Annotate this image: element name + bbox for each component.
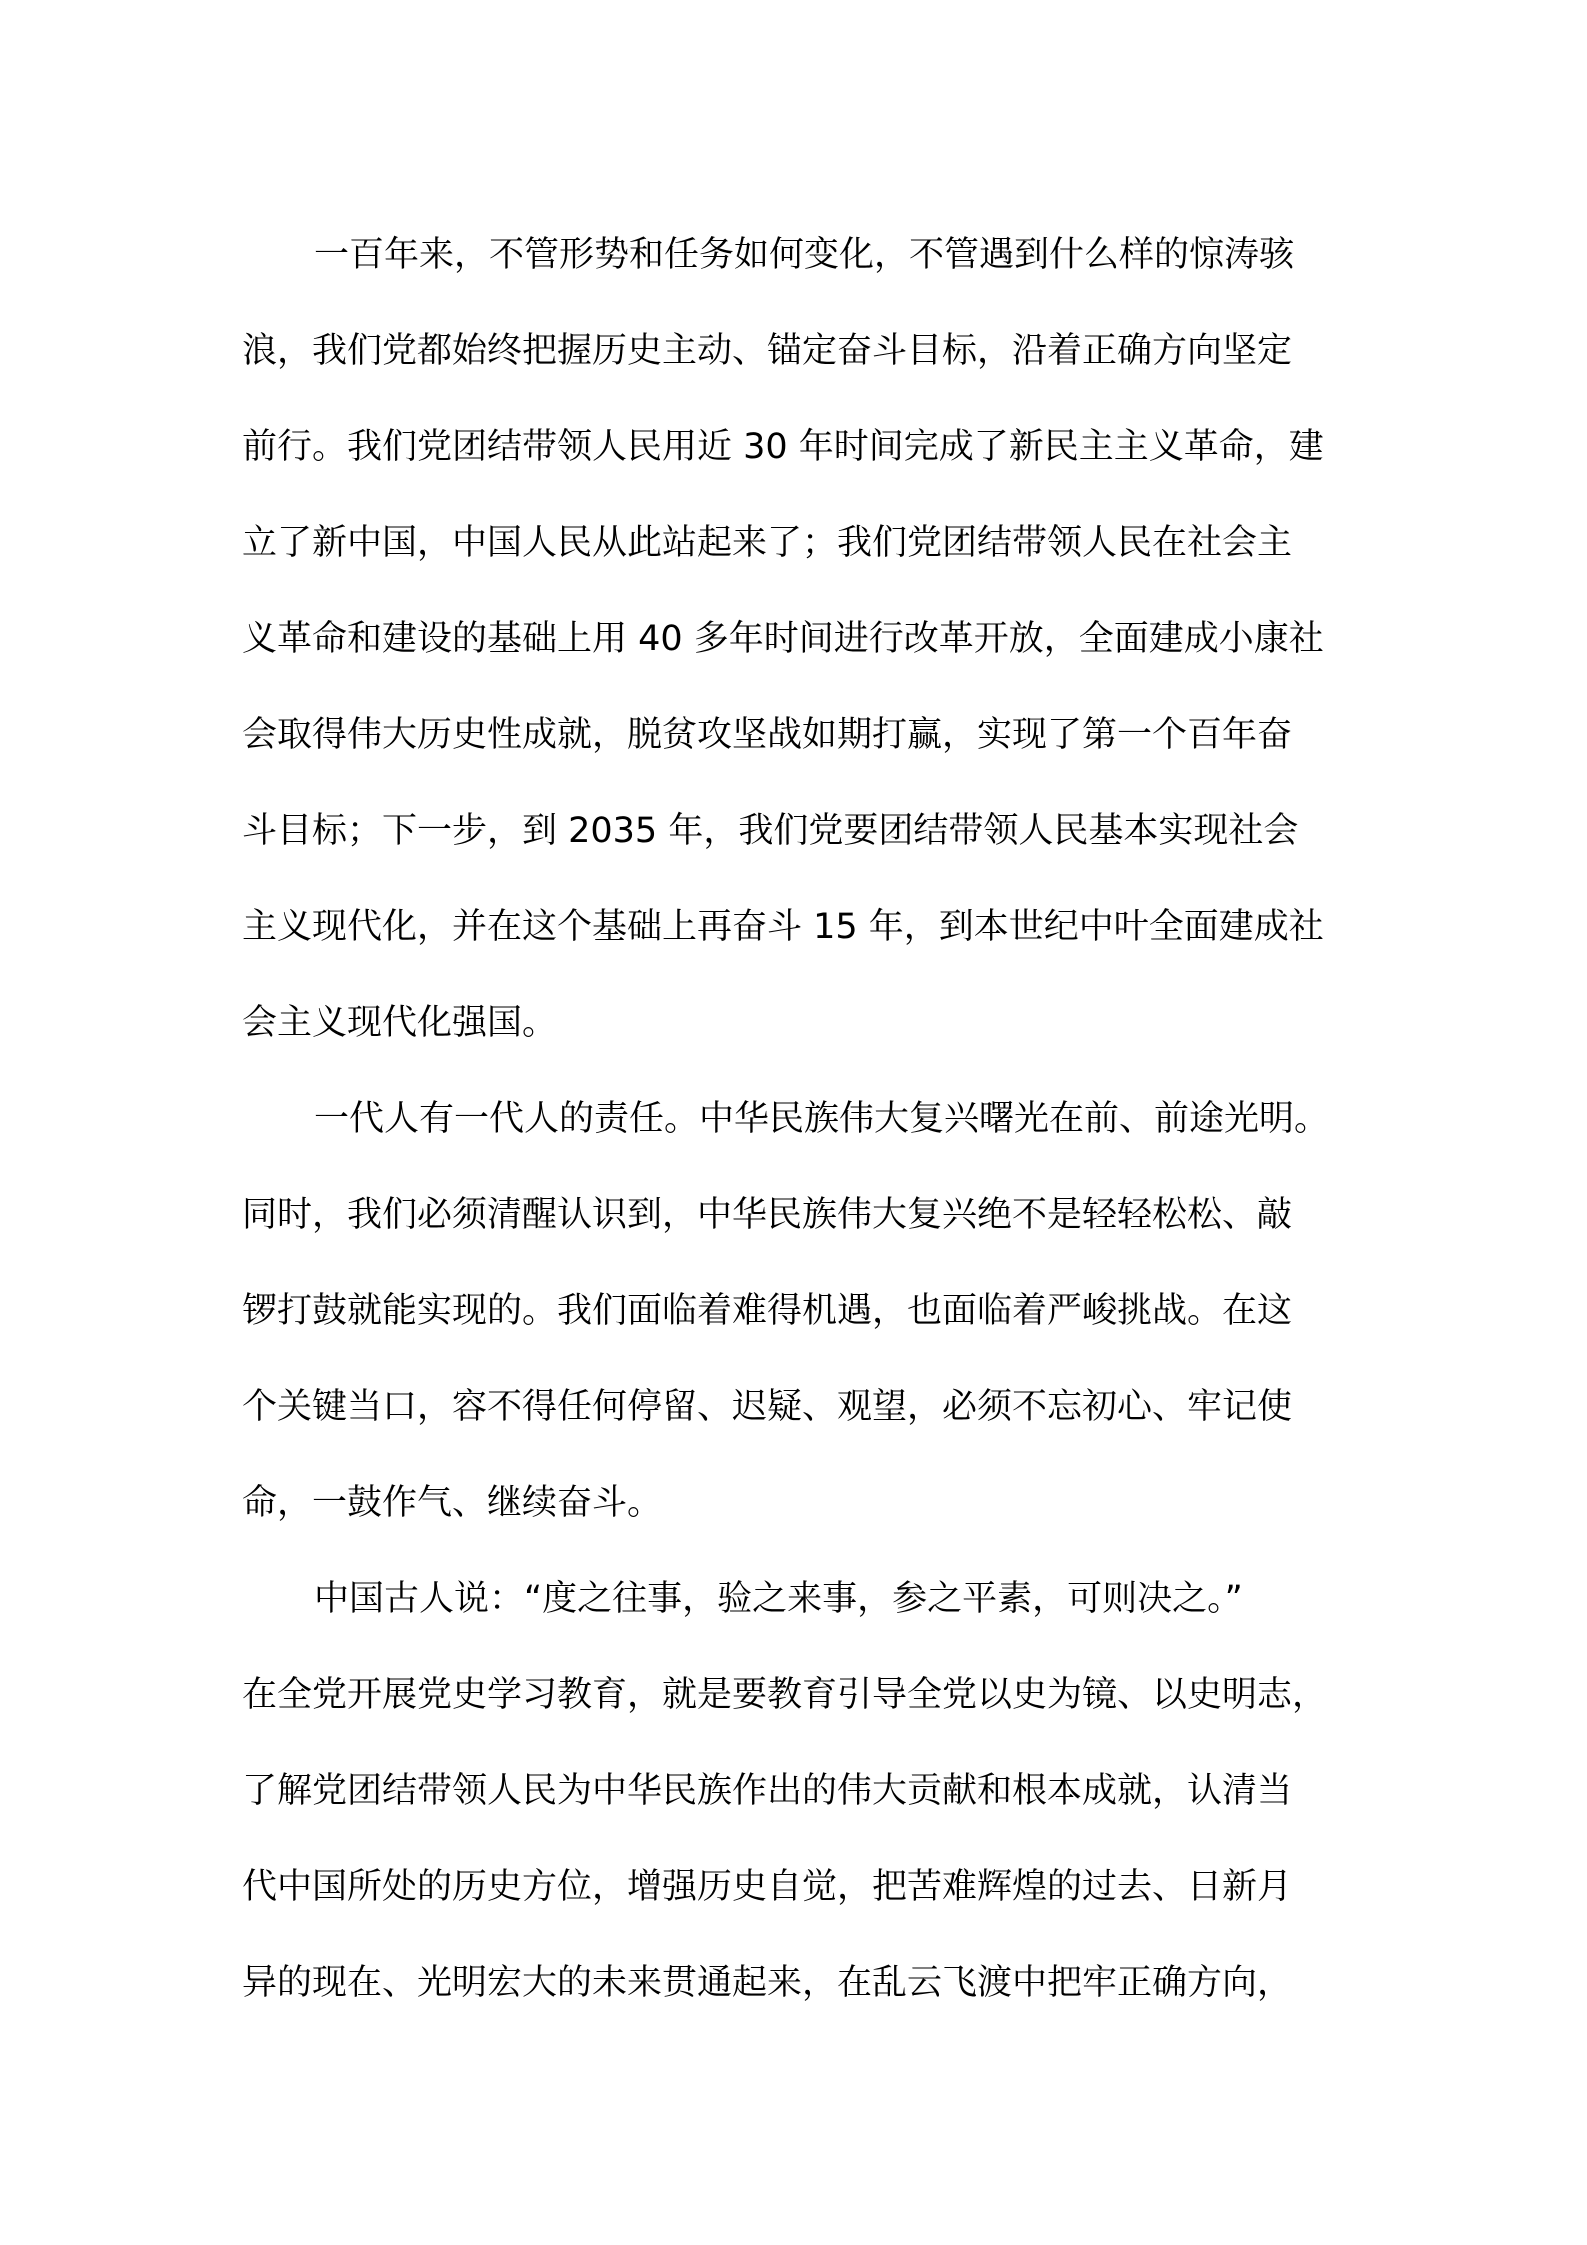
text-line: 异的现在、光明宏大的未来贯通起来，在乱云飞渡中把牢正确方向，	[242, 1963, 1293, 2003]
text-line: 斗目标；下一步，到 2035 年，我们党要团结带领人民基本实现社会	[242, 811, 1299, 851]
text-line: 浪，我们党都始终把握历史主动、锚定奋斗目标，沿着正确方向坚定	[242, 331, 1293, 371]
text-line: 了解党团结带领人民为中华民族作出的伟大贡献和根本成就，认清当	[242, 1771, 1293, 1811]
text-line: 同时，我们必须清醒认识到，中华民族伟大复兴绝不是轻轻松松、敲	[242, 1195, 1293, 1235]
paragraph-3	[242, 1551, 1352, 2031]
paragraph-2	[242, 1071, 1352, 1551]
text-line: 一百年来，不管形势和任务如何变化，不管遇到什么样的惊涛骇	[314, 235, 1295, 275]
text-line: 在全党开展党史学习教育，就是要教育引导全党以史为镜、以史明志，	[242, 1675, 1328, 1715]
text-line: 锣打鼓就能实现的。我们面临着难得机遇，也面临着严峻挑战。在这	[242, 1291, 1293, 1331]
paragraph-1	[242, 207, 1352, 1071]
text-line: 会取得伟大历史性成就，脱贫攻坚战如期打赢，实现了第一个百年奋	[242, 715, 1293, 755]
document-body	[242, 207, 1352, 2031]
text-line: 命，一鼓作气、继续奋斗。	[242, 1483, 663, 1523]
text-line: 会主义现代化强国。	[242, 1003, 558, 1043]
text-line: 一代人有一代人的责任。中华民族伟大复兴曙光在前、前途光明。	[314, 1099, 1330, 1139]
text-line: 立了新中国，中国人民从此站起来了；我们党团结带领人民在社会主	[242, 523, 1293, 563]
text-line: 中国古人说：“度之往事，验之来事，参之平素，可则决之。”	[314, 1579, 1243, 1619]
text-line: 义革命和建设的基础上用 40 多年时间进行改革开放，全面建成小康社	[242, 619, 1324, 659]
text-line: 代中国所处的历史方位，增强历史自觉，把苦难辉煌的过去、日新月	[242, 1867, 1293, 1907]
text-line: 主义现代化，并在这个基础上再奋斗 15 年，到本世纪中叶全面建成社	[242, 907, 1324, 947]
text-line: 前行。我们党团结带领人民用近 30 年时间完成了新民主主义革命，建	[242, 427, 1324, 467]
text-line: 个关键当口，容不得任何停留、迟疑、观望，必须不忘初心、牢记使	[242, 1387, 1293, 1427]
